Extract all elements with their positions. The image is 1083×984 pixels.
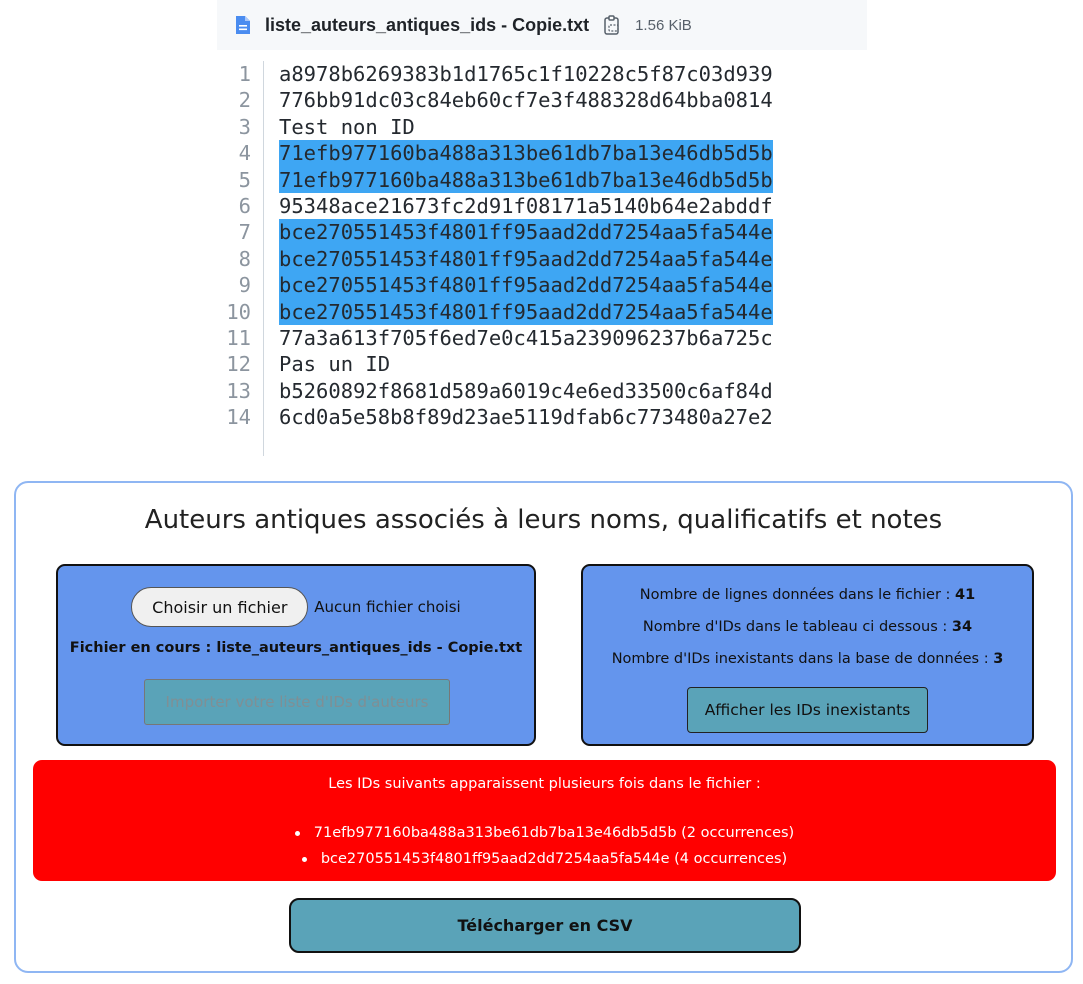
show-missing-ids-button[interactable]: Afficher les IDs inexistants [687,687,928,733]
line-number: 5 [238,167,251,192]
line-number: 3 [238,114,251,139]
line-text-selected: bce270551453f4801ff95aad2dd7254aa5fa544e [279,246,773,271]
file-header [217,0,867,50]
code-line [217,378,867,404]
app-panel [14,481,1073,973]
duplicate-item [33,846,1056,872]
current-file-label: Fichier en cours : liste_auteurs_antiques_ids - Copie.txt [69,640,523,656]
line-text: 95348ace21673fc2d91f08171a5140b64e2abddf [279,193,773,218]
stat-missing-value: 3 [993,651,1004,667]
code-line [217,404,867,430]
line-number: 7 [238,220,251,245]
line-number: 13 [226,378,251,403]
code-line [217,272,867,298]
code-line [217,114,867,140]
file-import-card [56,564,536,746]
stats-card [581,564,1034,746]
stat-missing-label: Nombre d'IDs inexistants dans la base de données : [611,651,989,667]
line-number: 8 [238,246,251,271]
line-text-selected: 71efb977160ba488a313be61db7ba13e46db5d5b [279,141,773,166]
code-line [217,140,867,166]
line-text: a8978b6269383b1d1765c1f10228c5f87c03d939 [279,62,773,86]
code-view[interactable] [217,61,867,430]
import-ids-button[interactable]: Importer votre liste d'IDs d'auteurs [144,679,450,725]
stat-ids-value: 34 [951,619,973,635]
stat-ids [583,619,1032,635]
page-title: Auteurs antiques associés à leurs noms, qualificatifs et notes [144,505,943,535]
code-line [217,246,867,272]
code-line [217,351,867,377]
line-text-selected: 71efb977160ba488a313be61db7ba13e46db5d5b [279,167,773,192]
duplicates-heading: Les IDs suivants apparaissent plusieurs fois dans le fichier : [328,776,761,792]
line-number: 11 [226,325,251,350]
line-number: 1 [238,62,251,86]
line-text: Pas un ID [279,352,391,377]
line-text: Test non ID [279,114,415,139]
stat-lines [583,587,1032,603]
code-line [217,219,867,245]
line-number: 9 [238,273,251,298]
stat-lines-value: 41 [955,587,976,603]
line-number: 6 [238,193,251,218]
code-line [217,299,867,325]
choose-file-button[interactable]: Choisir un fichier [131,587,308,627]
line-text-selected: bce270551453f4801ff95aad2dd7254aa5fa544e [279,299,773,324]
line-number: 12 [226,352,251,377]
file-input [58,587,534,627]
code-line [217,87,867,113]
duplicate-item [33,820,1056,846]
line-number: 2 [238,88,251,113]
line-text: 6cd0a5e58b8f89d23ae5119dfab6c773480a27e2 [279,405,773,430]
line-number: 4 [238,141,251,166]
stat-missing [583,651,1032,667]
duplicates-alert [33,760,1056,881]
code-line [217,167,867,193]
duplicates-list [33,820,1056,872]
file-viewer [217,0,867,456]
file-icon [235,15,251,35]
bullet-icon [302,857,307,862]
line-text: 77a3a613f705f6ed7e0c415a239096237b6a725c [279,325,773,350]
download-csv-button[interactable]: Télécharger en CSV [289,898,801,953]
line-text: b5260892f8681d589a6019c4e6ed33500c6af84d [279,378,773,403]
bullet-icon [295,831,300,836]
line-text: 776bb91dc03c84eb60cf7e3f488328d64bba0814 [279,88,773,113]
no-file-label: Aucun fichier choisi [314,598,461,616]
code-line [217,61,867,87]
line-number: 10 [226,299,251,324]
file-name: liste_auteurs_antiques_ids - Copie.txt [265,14,590,35]
duplicate-item-text: 71efb977160ba488a313be61db7ba13e46db5d5b (2 occurrences) [313,825,795,841]
duplicate-item-text: bce270551453f4801ff95aad2dd7254aa5fa544e (4 occurrences) [320,851,788,867]
code-line [217,193,867,219]
code-line [217,325,867,351]
stat-ids-label: Nombre d'IDs dans le tableau ci dessous : [642,619,948,635]
stat-lines-label: Nombre de lignes données dans le fichier : [639,587,951,603]
line-text-selected: bce270551453f4801ff95aad2dd7254aa5fa544e [279,273,773,298]
copy-icon[interactable] [603,15,621,35]
line-text-selected: bce270551453f4801ff95aad2dd7254aa5fa544e [279,220,773,245]
file-size: 1.56 KiB [635,16,692,34]
line-number: 14 [226,405,251,430]
